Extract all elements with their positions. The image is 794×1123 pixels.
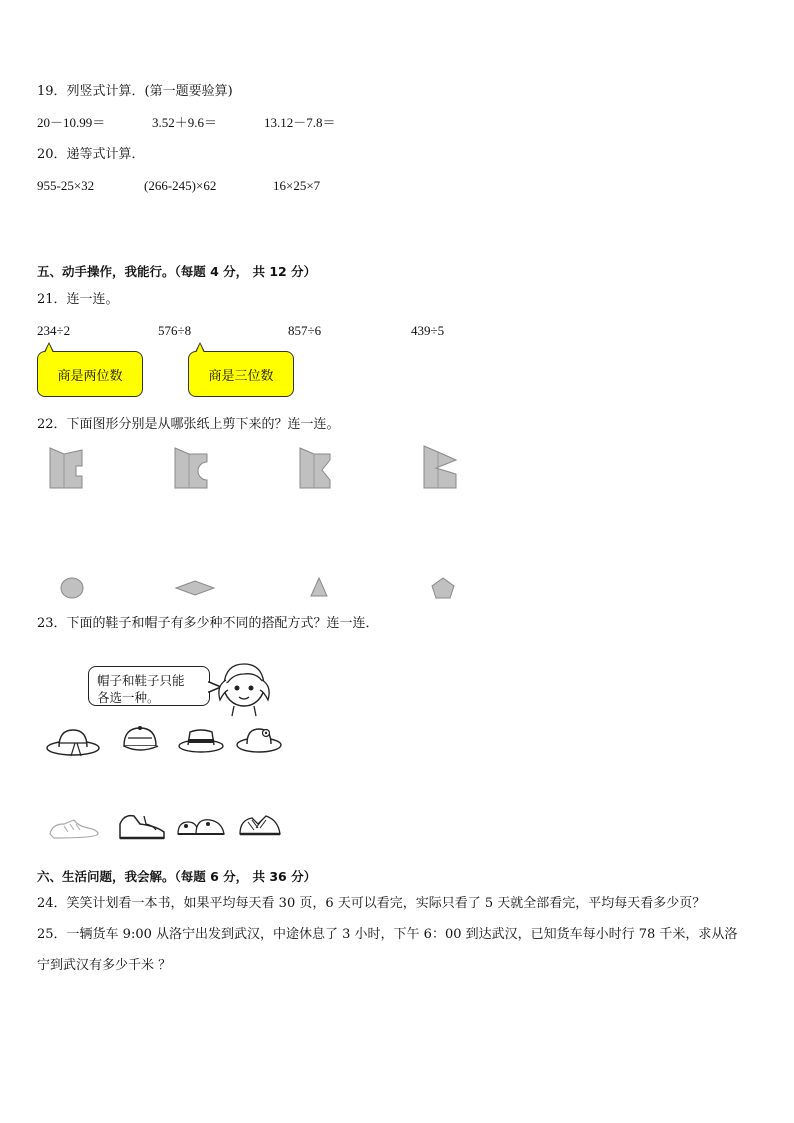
pentagon-icon bbox=[431, 577, 455, 599]
circle-icon bbox=[60, 577, 84, 599]
q19-expression-1: 20－10.99＝ bbox=[37, 115, 106, 130]
question-22-title: 22．下面图形分别是从哪张纸上剪下来的？连一连。 bbox=[37, 417, 340, 432]
question-25-line-2: 宁到武汉有多少千米 ？ bbox=[37, 958, 172, 973]
question-23-title: 23．下面的鞋子和帽子有多少种不同的搭配方式？连一连． bbox=[37, 616, 379, 631]
q20-expression-1: 955-25×32 bbox=[37, 178, 95, 193]
section-6-heading: 六、生活问题，我会解。（每题 6 分， 共 36 分） bbox=[37, 869, 317, 884]
boot-icon bbox=[116, 810, 168, 842]
answer-box-three-digit bbox=[188, 351, 294, 397]
answer-box-two-digit bbox=[37, 351, 143, 397]
q21-division-3: 857÷6 bbox=[288, 323, 322, 338]
answer-box-two-digit-label: 商是两位数 bbox=[57, 368, 123, 384]
folded-paper-square-notch-icon bbox=[48, 446, 84, 490]
q21-division-4: 439÷5 bbox=[411, 323, 445, 338]
question-20-title: 20．递等式计算． bbox=[37, 147, 145, 162]
speech-line-1: 帽子和鞋子只能 bbox=[97, 673, 185, 688]
question-25-line-1: 25．一辆货车 9:00 从洛宁出发到武汉，中途休息了 3 小时，下午 6：00 到达武汉，已知货车每小时行 78 千米，求从洛 bbox=[37, 927, 738, 942]
q21-division-1: 234÷2 bbox=[37, 323, 71, 338]
q20-expression-3: 16×25×7 bbox=[273, 178, 321, 193]
answer-box-three-digit-label: 商是三位数 bbox=[208, 368, 274, 384]
diamond-icon bbox=[175, 580, 215, 596]
folded-paper-triangle-notch-icon bbox=[298, 446, 334, 490]
triangle-icon bbox=[310, 577, 328, 597]
q19-expression-2: 3.52＋9.6＝ bbox=[152, 115, 218, 130]
baby-shoes-icon bbox=[176, 812, 226, 840]
fedora-icon bbox=[178, 726, 224, 754]
lace-shoes-icon bbox=[236, 810, 282, 842]
question-24-text: 24．笑笑计划看一本书，如果平均每天看 30 页，6 天可以看完，实际只看了 5 天就全部看完，平均每天看多少页？ bbox=[37, 896, 706, 911]
q19-expression-3: 13.12－7.8＝ bbox=[264, 115, 336, 130]
q21-division-2: 576÷8 bbox=[158, 323, 192, 338]
question-19-title: 19．列竖式计算．(第一题要验算) bbox=[37, 84, 233, 99]
cap-icon bbox=[118, 724, 162, 756]
sneaker-icon bbox=[48, 816, 100, 840]
speech-bubble bbox=[88, 666, 210, 706]
speech-line-2: 各选一种。 bbox=[97, 690, 160, 705]
folded-paper-semicircle-notch-icon bbox=[173, 446, 209, 490]
q20-expression-2: (266-245)×62 bbox=[144, 178, 217, 193]
girl-icon bbox=[214, 656, 274, 718]
sun-hat-icon bbox=[45, 726, 101, 758]
flower-hat-icon bbox=[236, 723, 282, 755]
question-21-title: 21．连一连。 bbox=[37, 292, 119, 307]
folded-paper-diamond-notch-icon bbox=[422, 444, 458, 490]
section-5-heading: 五、动手操作，我能行。（每题 4 分， 共 12 分） bbox=[37, 264, 317, 279]
